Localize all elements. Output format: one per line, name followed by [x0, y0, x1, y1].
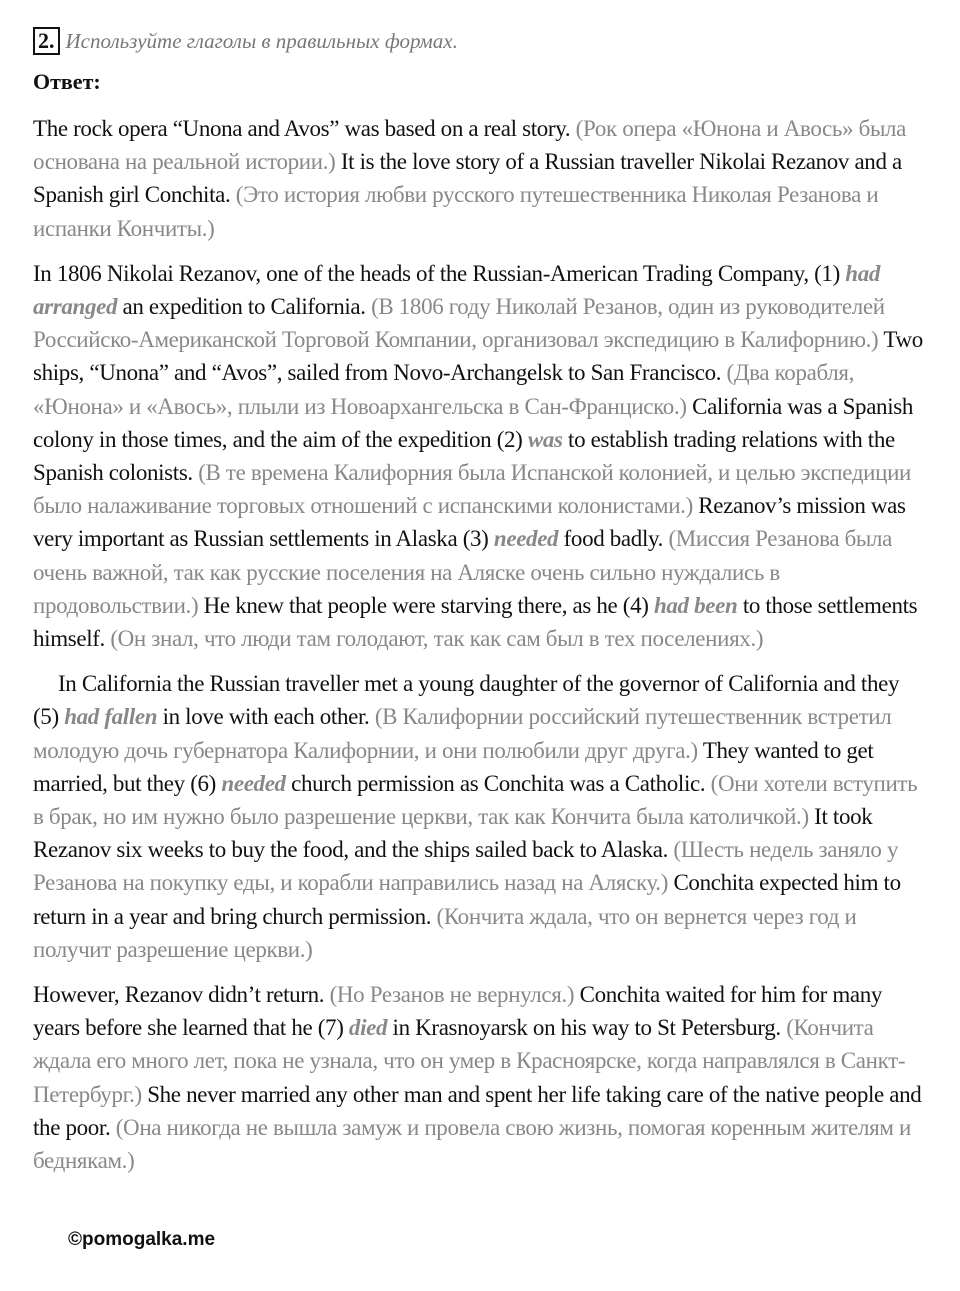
task-number: 2. — [33, 27, 60, 55]
answer-3: needed — [493, 526, 559, 552]
sentence-en: Two ships, “Unona” and “Avos”, sailed from Novo-Archangelsk to San Francisco. — [33, 327, 923, 386]
sentence-en: It took Rezanov six weeks to buy the food, and the ships sailed back to Alaska. — [33, 804, 873, 863]
paragraph-2 — [33, 257, 928, 655]
translation-ru: (Кончита ждала его много лет, пока не узнала, что он умер в Красноярске, когда направлялся в Санкт-Петербург.) — [33, 1015, 906, 1107]
sentence-en: However, Rezanov didn’t return. — [33, 982, 325, 1008]
translation-ru: (В Калифорнии российский путешественник встретил молодую дочь губернатора Калифорнии, и они полюбили друг друга.) — [33, 704, 892, 763]
answer-2: was — [527, 426, 563, 452]
translation-ru: (Она никогда не вышла замуж и провела свою жизнь, помогая коренным жителям и беднякам.) — [33, 1114, 911, 1174]
translation-ru: (В 1806 году Николай Резанов, один из руководителей Российско-Американской Торговой Компании, организовал экспедицию в Калифорнию.) — [33, 294, 885, 353]
sentence-en: an expedition to California. — [122, 294, 366, 320]
sentence-en: In 1806 Nikolai Rezanov, one of the heads of the Russian-American Trading Company, (1) — [33, 260, 840, 286]
answer-5: had fallen — [64, 704, 158, 730]
sentence-en: in Krasnoyarsk on his way to St Petersburg. — [392, 1015, 781, 1041]
sentence-en: food badly. — [563, 526, 664, 552]
translation-ru: (Миссия Резанова была очень важной, так как русские поселения на Аляске очень сильно нуждались в продовольствии.) — [33, 526, 893, 618]
paragraph-4 — [33, 978, 928, 1177]
translation-ru: (Это история любви русского путешественника Николая Резанова и испанки Кончиты.) — [33, 182, 879, 241]
paragraph-3 — [33, 667, 928, 966]
translation-ru: (Они хотели вступить в брак, но им нужно было разрешение церкви, так как Кончита была католичкой.) — [33, 770, 918, 830]
answer-7: died — [348, 1015, 388, 1041]
translation-ru: (В те времена Калифорния была Испанской колонией, и целью экспедиции было налаживание торговых отношений с испанскими колонистами.) — [33, 460, 912, 519]
translation-ru: (Кончита ждала, что он вернется через год и получит разрешение церкви.) — [33, 903, 857, 962]
sentence-en: It is the love story of a Russian traveller Nikolai Rezanov and a Spanish girl Conchita. — [33, 149, 902, 208]
sentence-en: to establish trading relations with the Spanish colonists. — [33, 426, 895, 486]
sentence-en: In California the Russian traveller met a young daughter of the governor of California and they (5) — [33, 671, 900, 730]
task-header — [33, 26, 928, 56]
sentence-en: Conchita waited for him for many years before she learned that he (7) — [33, 982, 883, 1041]
translation-ru: (Рок опера «Юнона и Авось» была основана на реальной истории.) — [33, 116, 907, 175]
sentence-en: He knew that people were starving there, as he (4) — [203, 592, 649, 618]
translation-ru: (Два корабля, «Юнона» и «Авось», плыли из Новоархангельска в Сан-Франциско.) — [33, 360, 854, 419]
answer-6: needed — [221, 770, 286, 796]
watermark: ©pomogalka.me — [68, 1229, 216, 1250]
paragraph-1 — [33, 112, 928, 245]
sentence-en: The rock opera “Unona and Avos” was based on a real story. — [33, 116, 571, 141]
task-instruction: Используйте глаголы в правильных формах. — [65, 28, 458, 53]
answer-4: had been — [653, 592, 738, 618]
translation-ru: (Шесть недель заняло у Резанова на покупку еды, и корабли направились назад на Аляску.) — [33, 837, 899, 896]
answer-label: Ответ: — [33, 69, 101, 94]
translation-ru: (Он знал, что люди там голодают, так как сам был в тех поселениях.) — [110, 626, 764, 652]
document-page — [33, 26, 928, 1189]
sentence-en: They wanted to get married, but they (6) — [33, 737, 874, 796]
sentence-en: Rezanov’s mission was very important as Russian settlements in Alaska (3) — [33, 493, 906, 552]
sentence-en: She never married any other man and spent her life taking care of the native people and the poor. — [33, 1081, 922, 1140]
sentence-en: in love with each other. — [162, 704, 370, 730]
sentence-en: church permission as Conchita was a Catholic. — [291, 770, 706, 796]
sentence-en: to those settlements himself. — [33, 592, 918, 652]
sentence-en: California was a Spanish colony in those times, and the aim of the expedition (2) — [33, 393, 913, 452]
sentence-en: Conchita expected him to return in a year and bring church permission. — [33, 870, 901, 929]
translation-ru: (Но Резанов не вернулся.) — [329, 982, 575, 1008]
answer-1: had arranged — [33, 260, 881, 320]
